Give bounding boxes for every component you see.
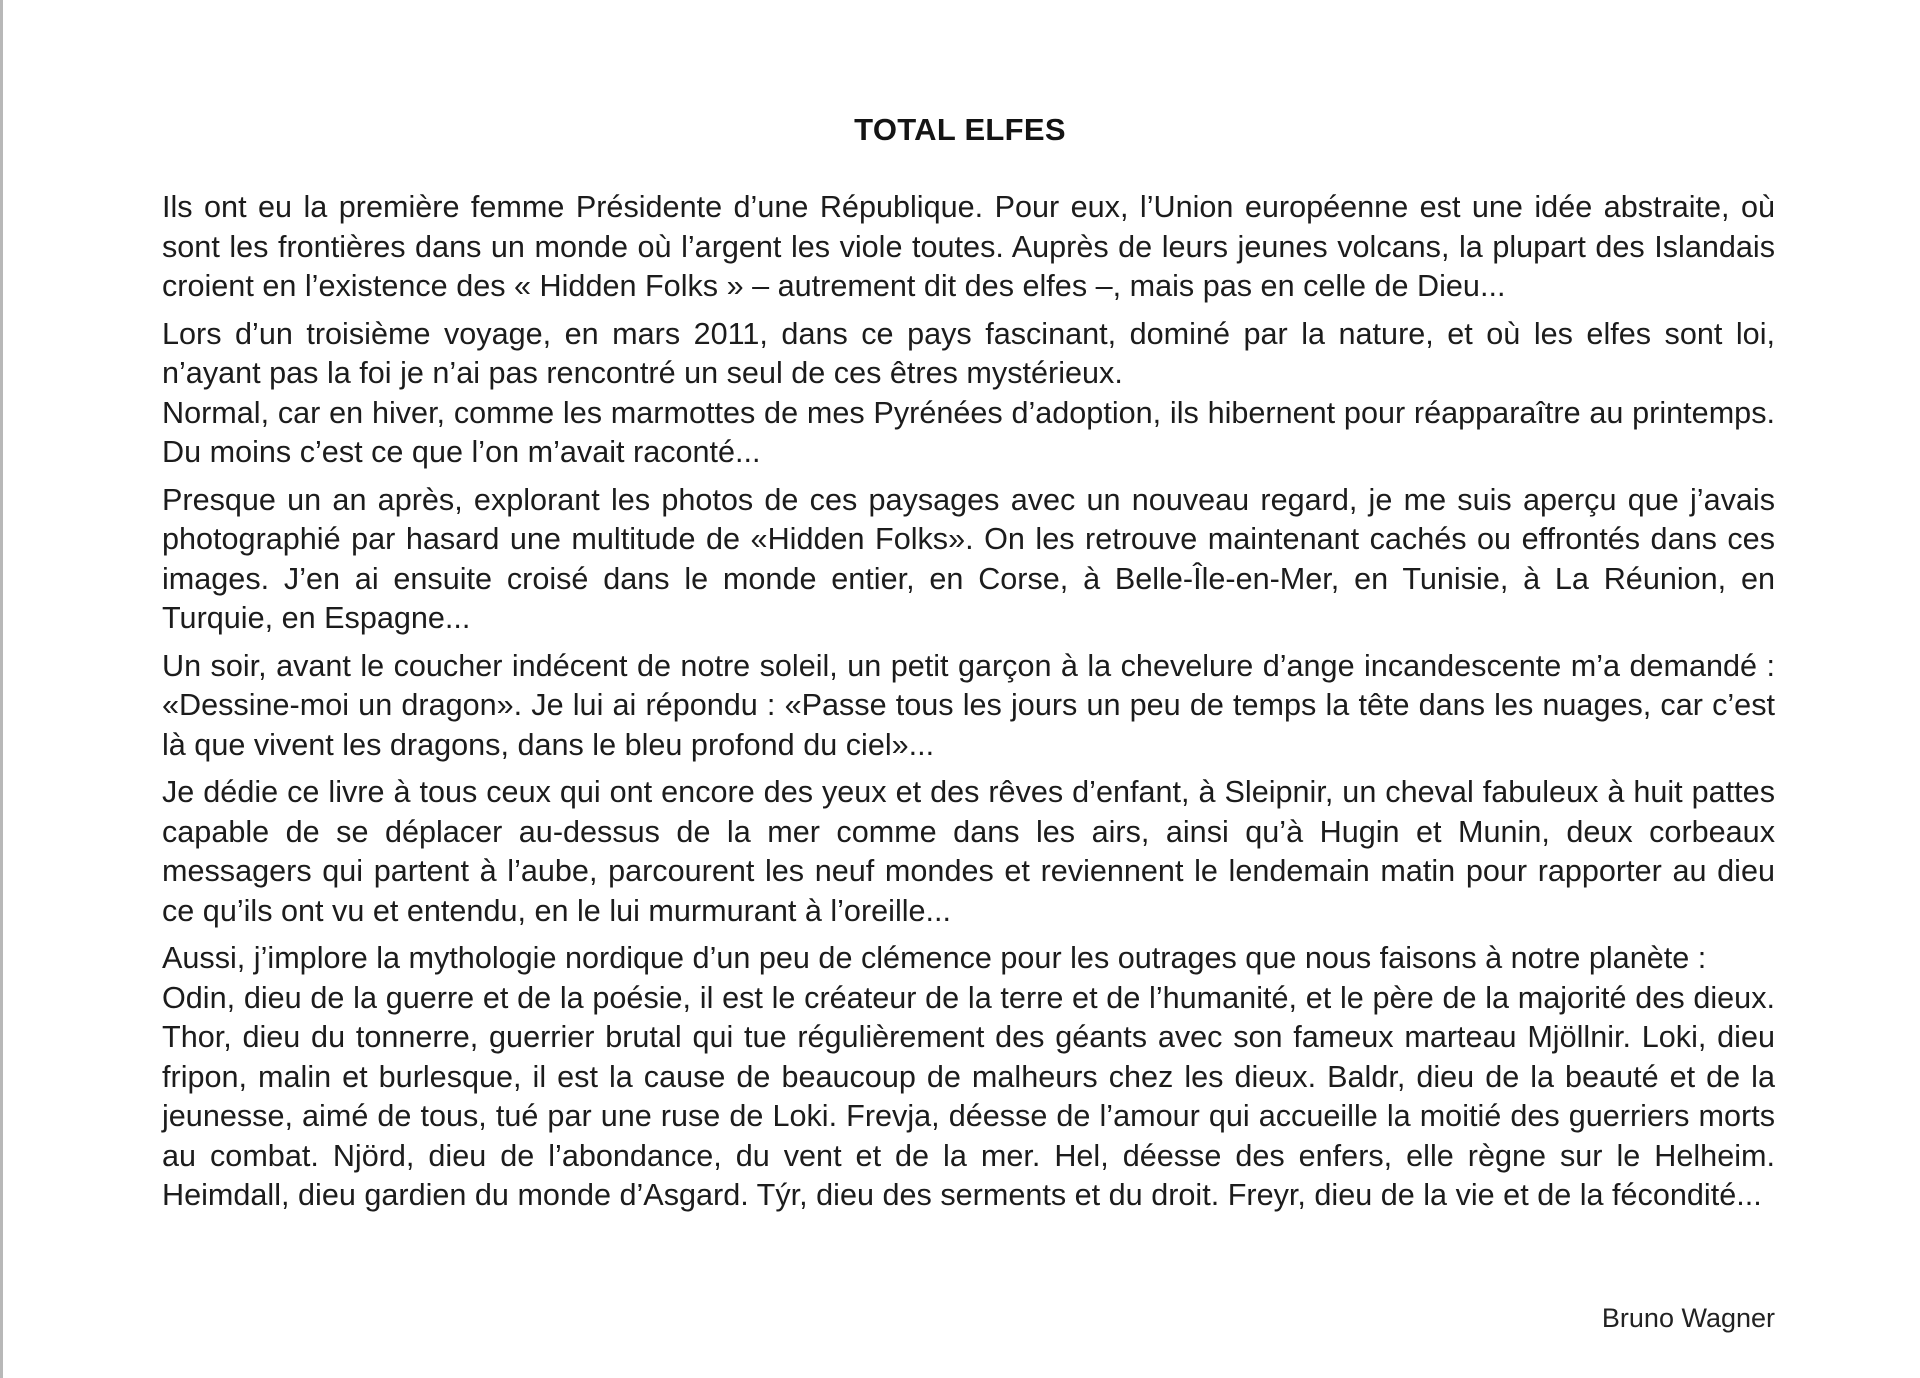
- paragraph-6: Je dédie ce livre à tous ceux qui ont encore des yeux et des rêves d’enfant, à Sleipnir, un cheval fabuleux à huit pattes capable de se déplacer au-dessus de la mer comme dans les airs, ainsi qu’à Hugin et Munin, deux corbeaux messagers qui partent à l’aube, parcourent les neuf mondes et reviennent le lendemain matin pour rapporter au dieu ce qu’ils ont vu et entendu, en le lui murmurant à l’oreille...: [162, 775, 1775, 928]
- paragraph-8: Odin, dieu de la guerre et de la poésie, il est le créateur de la terre et de l’humanité, et le père de la majorité des dieux. Thor, dieu du tonnerre, guerrier brutal qui tue régulièrement des géants avec son fameux marteau Mjöllnir. Loki, dieu fripon, malin et burlesque, il est la cause de beaucoup de malheurs chez les dieux. Baldr, dieu de la beauté et de la jeunesse, aimé de tous, tué par une ruse de Loki. Frevja, déesse de l’amour qui accueille la moitié des guerriers morts au combat. Njörd, dieu de l’abondance, du vent et de la mer. Hel, déesse des enfers, elle règne sur le Helheim. Heimdall, dieu gardien du monde d’Asgard. Týr, dieu des serments et du droit. Freyr, dieu de la vie et de la fécondité...: [162, 980, 1775, 1212]
- document-title: TOTAL ELFES: [854, 112, 1066, 147]
- paragraph-3: Normal, car en hiver, comme les marmottes de mes Pyrénées d’adoption, ils hibernent pour réapparaître au printemps. Du moins c’est ce que l’on m’avait raconté...: [162, 395, 1775, 469]
- paragraph-4: Presque un an après, explorant les photos de ces paysages avec un nouveau regard, je me suis aperçu que j’avais photographié par hasard une multitude de «Hidden Folks». On les retrouve maintenant cachés ou effrontés dans ces images. J’en ai ensuite croisé dans le monde entier, en Corse, à Belle-Île-en-Mer, en Tunisie, à La Réunion, en Turquie, en Espagne...: [162, 482, 1775, 635]
- page-left-border: [0, 0, 3, 1378]
- paragraph-7: Aussi, j’implore la mythologie nordique d’un peu de clémence pour les outrages que nous faisons à notre planète :: [162, 941, 1707, 975]
- paragraph-5: Un soir, avant le coucher indécent de notre soleil, un petit garçon à la chevelure d’ange incandescente m’a demandé : «Dessine-moi un dragon». Je lui ai répondu : «Passe tous les jours un peu de temps la tête dans les nuages, car c’est là que vivent les dragons, dans le bleu profond du ciel»...: [162, 648, 1775, 762]
- author-signature: Bruno Wagner: [1601, 1303, 1775, 1333]
- paragraph-2: Lors d’un troisième voyage, en mars 2011, dans ce pays fascinant, dominé par la nature, et où les elfes sont loi, n’ayant pas la foi je n’ai pas rencontré un seul de ces êtres mystérieux.: [162, 316, 1775, 390]
- document-body: [162, 188, 1775, 1224]
- paragraph-1: Ils ont eu la première femme Présidente d’une République. Pour eux, l’Union européenne est une idée abstraite, où sont les frontières dans un monde où l’argent les viole toutes. Auprès de leurs jeunes volcans, la plupart des Islandais croient en l’existence des « Hidden Folks » – autrement dit des elfes –, mais pas en celle de Dieu...: [162, 190, 1775, 303]
